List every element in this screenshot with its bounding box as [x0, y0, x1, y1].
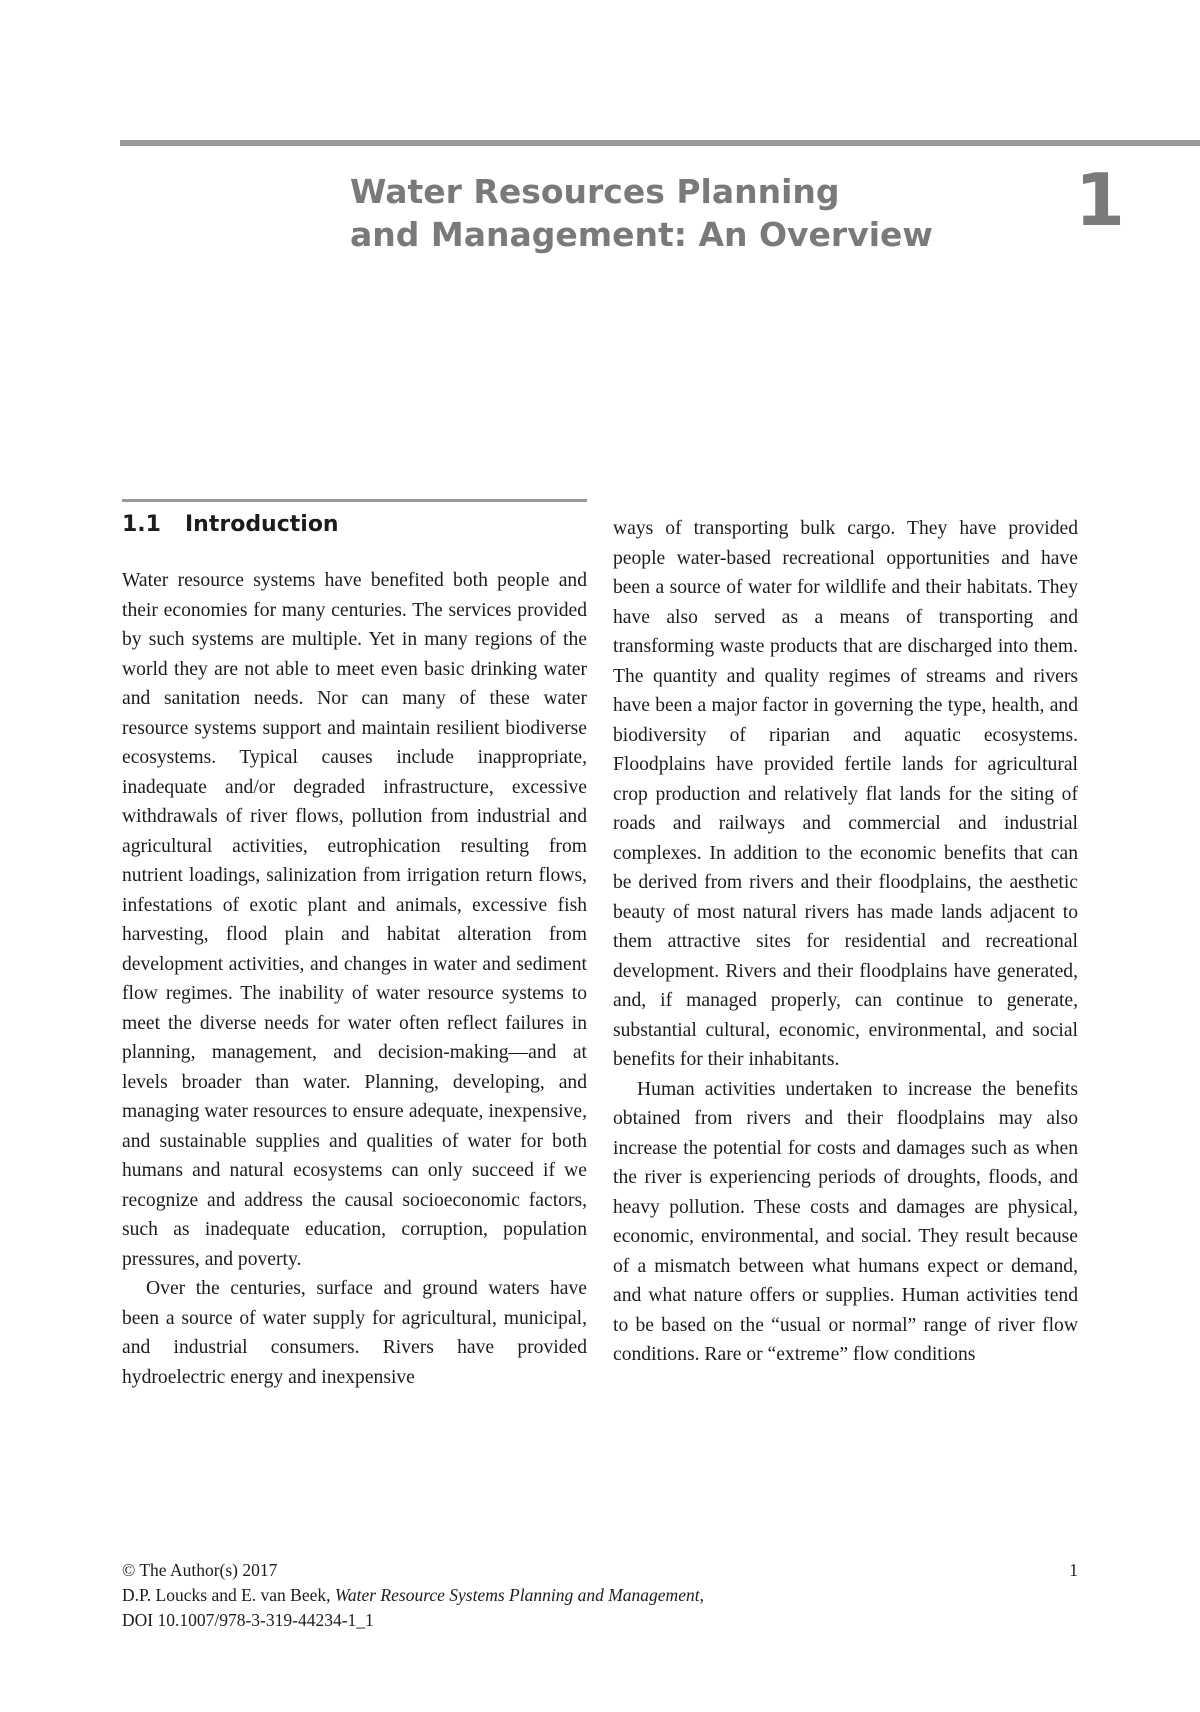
- page-footer: [122, 1558, 1080, 1633]
- copyright-notice: © The Author(s) 2017: [122, 1560, 278, 1580]
- section-heading: [122, 510, 587, 540]
- section-title: Introduction: [184, 512, 339, 537]
- chapter-title-line2: and Management: An Overview: [350, 215, 933, 254]
- doi-line: DOI 10.1007/978-3-319-44234-1_1: [122, 1610, 374, 1630]
- chapter-number: 1: [1074, 158, 1125, 242]
- page-number: 1: [1069, 1560, 1078, 1580]
- right-paragraph-2: Human activities undertaken to increase the benefits obtained from rivers and their floodplains may also increase the potential for costs and damages such as when the river is experiencing periods of droughts, floods, and heavy pollution. These costs and damages are physical, economic, environmental, and social. They result because of a mismatch between what humans expect or demand, and what nature offers or supplies. Human activities tend to be based on the “usual or normal” range of river flow conditions. Rare or “extreme” flow conditions: [613, 1078, 1078, 1365]
- chapter-top-rule: [120, 140, 1200, 146]
- right-paragraph-1: ways of transporting bulk cargo. They have provided people water-based recreational opportunities and have been a source of water for wildlife and their habitats. They have also served as a means of transporting and transforming waste products that are discharged into them. The quantity and quality regimes of streams and rivers have been a major factor in governing the type, health, and biodiversity of riparian and aquatic ecosystems. Floodplains have provided fertile lands for agricultural crop production and relatively flat lands for the siting of roads and railways and commercial and industrial complexes. In addition to the economic benefits that can be derived from rivers and their floodplains, the aesthetic beauty of most natural rivers has made lands adjacent to them attractive sites for residential and recreational development. Rivers and their floodplains have generated, and, if managed properly, can continue to generate, substantial cultural, economic, environmental, and social benefits for their inhabitants.: [613, 518, 1078, 1070]
- chapter-title-line1: Water Resources Planning: [350, 172, 840, 211]
- chapter-title: [350, 170, 990, 256]
- section-number: 1.1: [122, 512, 161, 537]
- right-column: [613, 514, 1078, 1370]
- section-rule: [122, 499, 587, 502]
- citation-authors: D.P. Loucks and E. van Beek,: [122, 1585, 335, 1605]
- citation-line: [122, 1583, 1080, 1608]
- left-column: [122, 499, 587, 1392]
- left-paragraph-1: Water resource systems have benefited both people and their economies for many centuries. The services provided by such systems are multiple. Yet in many regions of the world they are not able to meet even basic drinking water and sanitation needs. Nor can many of these water resource systems support and maintain resilient biodiverse ecosystems. Typical causes include inappropriate, inadequate and/or degraded infrastructure, excessive withdrawals of river flows, pollution from industrial and agricultural activities, eutrophication resulting from nutrient loadings, salinization from irrigation return flows, infestations of exotic plant and animals, excessive fish harvesting, flood plain and habitat alteration from development activities, and changes in water and sediment flow regimes. The inability of water resource systems to meet the diverse needs for water often reflect failures in planning, management, and decision-making—and at levels broader than water. Planning, developing, and managing water resources to ensure adequate, inexpensive, and sustainable supplies and qualities of water for both humans and natural ecosystems can only succeed if we recognize and address the causal socioeconomic factors, such as inadequate education, corruption, population pressures, and poverty.: [122, 570, 587, 1270]
- left-paragraph-2: Over the centuries, surface and ground waters have been a source of water supply for agricultural, municipal, and industrial consumers. Rivers have provided hydroelectric energy and inexpensive: [122, 1278, 587, 1388]
- citation-book-title: Water Resource Systems Planning and Management: [334, 1585, 700, 1605]
- citation-suffix: ,: [699, 1585, 704, 1605]
